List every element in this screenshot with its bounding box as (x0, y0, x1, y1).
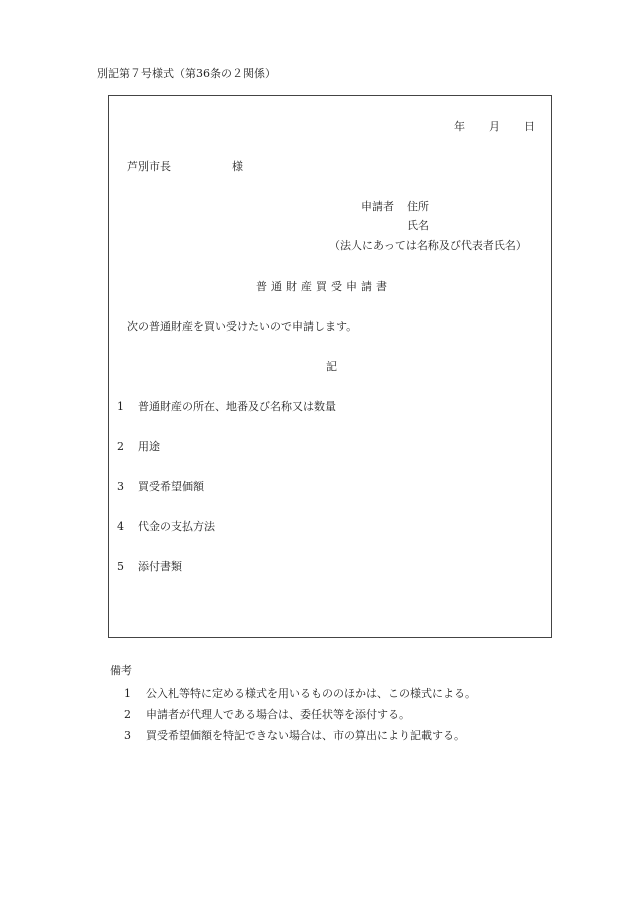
ki-label: 記 (326, 360, 337, 373)
remark-text: 申請者が代理人である場合は、委任状等を添付する。 (146, 708, 410, 721)
remark-number: 3 (124, 729, 131, 742)
date-day-label: 日 (524, 120, 535, 133)
applicant-corporate-note: （法人にあっては名称及び代表者氏名） (329, 239, 527, 252)
intro-sentence: 次の普通財産を買い受けたいので申請します。 (127, 320, 358, 333)
date-year-label: 年 (454, 120, 465, 133)
form-title: 普通財産買受申請書 (256, 280, 391, 293)
remark-text: 公入札等特に定める様式を用いるもののほかは、この様式による。 (146, 687, 476, 700)
addressee-title: 芦別市長 (127, 160, 171, 173)
applicant-name-label: 氏名 (407, 219, 429, 232)
item-number: 1 (117, 400, 124, 413)
remarks-heading: 備考 (110, 664, 132, 677)
item-number: 3 (117, 480, 124, 493)
item-number: 4 (117, 520, 124, 533)
applicant-role-label: 申請者 (361, 200, 394, 213)
item-text: 買受希望価額 (138, 480, 204, 493)
date-month-label: 月 (489, 120, 500, 133)
item-text: 代金の支払方法 (138, 520, 215, 533)
remark-number: 2 (124, 708, 131, 721)
item-number: 5 (117, 560, 124, 573)
addressee-honorific: 様 (232, 160, 243, 173)
applicant-address-label: 住所 (407, 200, 429, 213)
item-number: 2 (117, 440, 124, 453)
form-number-label: 別記第７号様式（第36条の２関係） (97, 67, 276, 80)
item-text: 普通財産の所在、地番及び名称又は数量 (138, 400, 336, 413)
item-text: 用途 (138, 440, 160, 453)
item-text: 添付書類 (138, 560, 182, 573)
remark-number: 1 (124, 687, 131, 700)
remark-text: 買受希望価額を特記できない場合は、市の算出により記載する。 (146, 729, 465, 742)
